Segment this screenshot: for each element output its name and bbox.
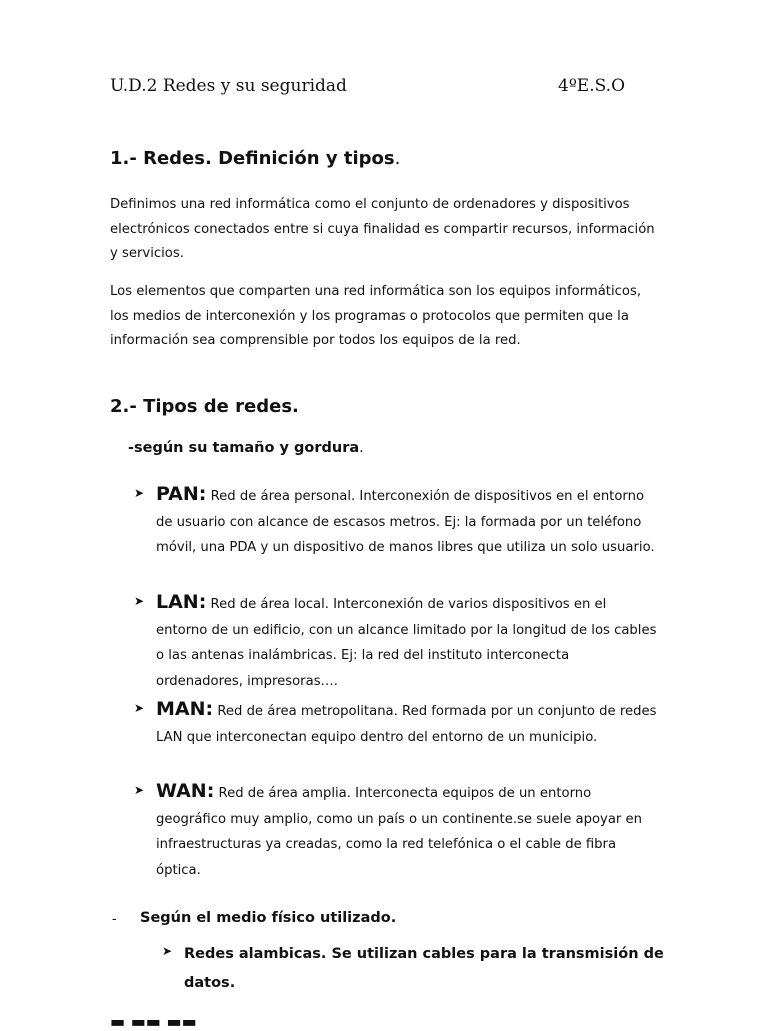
medium-criterion-heading: Según el medio físico utilizado. bbox=[140, 910, 397, 926]
wired-networks-text: Redes alambicas. Se utilizan cables para la transmisión de datos. bbox=[184, 946, 664, 991]
network-abbr: PAN: bbox=[156, 483, 207, 505]
size-criterion-period: . bbox=[359, 440, 364, 456]
definition-paragraph: Definimos una red informática como el conjunto de ordenadores y dispositivos electrónicos conectados entre si cuya finalidad es compartir recursos, información y servicios. bbox=[110, 197, 655, 261]
arrowhead-bullet-icon: ➤ bbox=[134, 486, 145, 500]
elements-paragraph: Los elementos que comparten una red informática son los equipos informáticos, los medios de interconexión y los programas o protocolos que permiten que la información sea comprensible por todos los equipos de la red. bbox=[110, 284, 642, 348]
section-1-heading bbox=[110, 148, 400, 169]
network-description: Red de área local. Interconexión de varios dispositivos en el entorno de un edificio, con un alcance limitado por la longitud de los cables o las antenas inalámbricas. Ej: la red del instituto interconecta ordenadores, impresoras…. bbox=[156, 597, 657, 689]
section-1-heading-period: . bbox=[394, 148, 401, 169]
unit-title: U.D.2 Redes y su seguridad bbox=[110, 76, 347, 96]
section-2-heading: 2.- Tipos de redes. bbox=[110, 396, 299, 417]
network-description: Red de área personal. Interconexión de dispositivos en el entorno de usuario con alcance de escasos metros. Ej: la formada por un teléfono móvil, una PDA y un dispositivo de manos libres que utiliza un solo usuario. bbox=[156, 489, 655, 555]
grade-level: 4ºE.S.O bbox=[558, 76, 626, 96]
arrowhead-bullet-icon: ➤ bbox=[162, 944, 173, 958]
network-description: Red de área amplia. Interconecta equipos de un entorno geográfico muy amplio, como un país o un continente.se suele apoyar en infraestructuras ya creadas, como la red telefónica o el cable de fibra óptica. bbox=[156, 786, 642, 878]
cut-off-text-fragment: ▬ ▬▬ ▬▬ bbox=[110, 1012, 197, 1031]
arrowhead-bullet-icon: ➤ bbox=[134, 783, 145, 797]
network-abbr: LAN: bbox=[156, 591, 207, 613]
dash-bullet: - bbox=[112, 912, 117, 927]
list-item-body bbox=[156, 590, 660, 694]
arrowhead-bullet-icon: ➤ bbox=[134, 594, 145, 608]
arrowhead-bullet-icon: ➤ bbox=[134, 701, 145, 715]
list-item-body bbox=[156, 482, 660, 561]
list-item-body bbox=[156, 697, 660, 750]
list-item-body bbox=[156, 779, 660, 883]
network-abbr: MAN: bbox=[156, 698, 214, 720]
document-header bbox=[110, 76, 650, 100]
network-abbr: WAN: bbox=[156, 780, 215, 802]
size-criterion-heading bbox=[128, 440, 364, 456]
size-criterion-text: -según su tamaño y gordura bbox=[128, 440, 360, 456]
network-description: Red de área metropolitana. Red formada por un conjunto de redes LAN que interconectan equipo dentro del entorno de un municipio. bbox=[156, 704, 657, 745]
section-1-heading-text: 1.- Redes. Definición y tipos bbox=[110, 148, 395, 169]
